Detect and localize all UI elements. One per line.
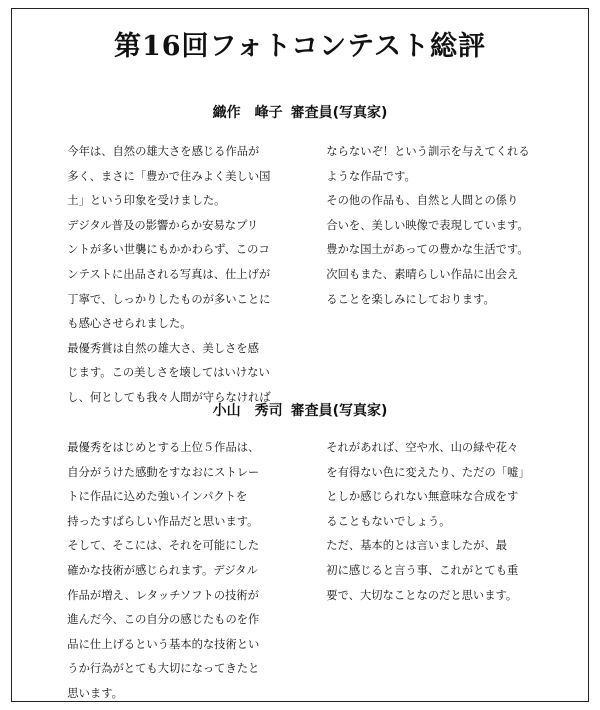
review-column [315, 436, 550, 608]
text-line: 確かな技術が感じられます。デジタル [67, 563, 258, 577]
text-line: 今年は、自然の雄大さを感じる作品が [67, 145, 260, 158]
text-line: じます。この美しさを壊してはいけない [67, 366, 270, 380]
review-paragraph [315, 436, 550, 534]
reviewer-heading-2 [0, 400, 600, 420]
review-paragraph [315, 238, 550, 263]
text-line: トに作品に込めた強いインパクトを [67, 490, 248, 504]
text-line: ような作品です。 [326, 169, 416, 183]
text-line: を有得ない色に変えたり、ただの「嘘」 [326, 465, 530, 479]
reviewer-heading-1 [0, 102, 600, 122]
text-line: うか行為がとても大切になってきたと [67, 662, 260, 676]
reviewer-name: 織作 峰子 [212, 105, 283, 121]
text-line: ただ、基本的とは言いましたが、最 [326, 539, 508, 553]
review-paragraph [315, 263, 550, 312]
text-line: ならないぞ！という訓示を与えてくれる [326, 145, 530, 158]
review-paragraph [315, 189, 550, 238]
review-column [56, 436, 291, 707]
text-line: も感心させられました。 [67, 317, 192, 331]
review-paragraph [56, 214, 291, 337]
reviewer-name: 小山 秀司 [212, 403, 283, 419]
text-line: 最優秀賞は自然の雄大さ、美しさを感 [67, 341, 259, 355]
text-line: 豊かな国土があっての豊かな生活です。 [326, 243, 529, 257]
text-line: 自分がうけた感動をすなおにストレー [67, 465, 260, 479]
text-line: ントが多い世襲にもかかわらず、このコ [67, 243, 270, 257]
reviewer-role: 審査員(写真家) [290, 403, 388, 419]
review-column [56, 140, 291, 411]
text-line: 最優秀をはじめとする上位５作品は、 [67, 441, 260, 454]
text-line: 初に感じると言う事、これがとても重 [326, 563, 519, 577]
text-line: ンテストに出品される写真は、仕上げが [67, 267, 271, 281]
reviewer-role: 審査員(写真家) [290, 105, 388, 121]
text-line: 進んだ今、この自分の感じたものを作 [67, 613, 260, 627]
review-paragraph [315, 534, 550, 608]
text-line: ることもないでしょう。 [326, 514, 451, 528]
text-line: 次回もまた、素晴らしい作品に出会え [326, 267, 519, 281]
text-line: デジタル普及の影響からか安易なプリ [67, 218, 259, 232]
text-line: 思います。 [67, 686, 123, 700]
text-line: ることを楽しみにしております。 [326, 292, 495, 306]
text-line: 合いを、美しい映像で表現しています。 [326, 218, 529, 232]
review-paragraph [56, 436, 291, 707]
text-line: 要で、大切なことなのだと思います。 [326, 588, 518, 602]
text-line: 土」という印象を受けました。 [67, 194, 226, 208]
review-column [315, 140, 550, 312]
review-paragraph [315, 140, 550, 189]
text-line: 作品が増え、レタッチソフトの技術が [67, 588, 259, 602]
text-line: 品に仕上げるという基本的な技術とい [67, 637, 260, 651]
text-line: し、何としても我々人間が守らなければ [67, 390, 271, 404]
review-paragraph [56, 140, 291, 214]
text-line: その他の作品も、自然と人間との係り [326, 194, 519, 208]
text-line: 多く、まさに「豊かで住みよく美しい国 [67, 169, 271, 183]
text-line: としか感じられない無意味な合成をす [326, 490, 519, 504]
page-title: 第16回フォトコンテスト総評 [113, 31, 487, 62]
text-line: それがあれば、空や水、山の緑や花々 [326, 441, 519, 454]
text-line: 丁寧で、しっかりしたものが多いことに [67, 292, 271, 306]
text-line: 持ったすばらしい作品だと思います。 [67, 514, 259, 528]
text-line: そして、そこには、それを可能にした [67, 539, 260, 553]
